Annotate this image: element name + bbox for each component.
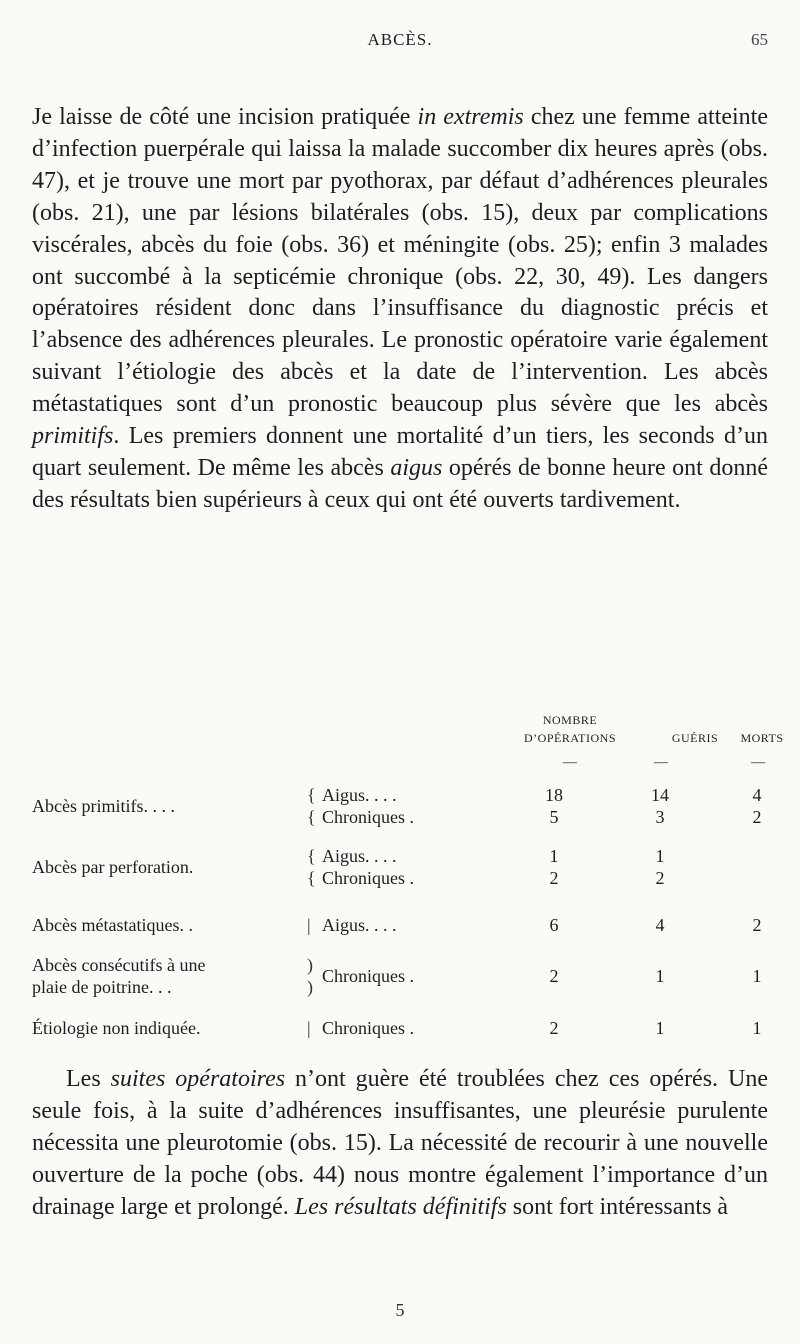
table-row: [0, 965, 800, 987]
group-label: Abcès par perforation.: [32, 857, 194, 877]
paragraph-1-italic-a: in extremis: [417, 104, 524, 130]
table-row: [0, 867, 800, 889]
table-header: [0, 705, 800, 775]
row-healed: 1: [655, 1018, 665, 1038]
brace: |: [307, 1018, 311, 1038]
row-dead: 2: [752, 807, 762, 827]
table-row: [0, 845, 800, 867]
group-label: Abcès métastatiques. .: [32, 915, 193, 935]
paragraph-2-italic-b: Les résultats définitifs: [294, 1193, 507, 1220]
page-header: [0, 26, 800, 56]
brace: ): [307, 977, 313, 997]
paragraph-1-italic-c: aigus: [390, 454, 443, 481]
table-row: [0, 914, 800, 936]
row-operations: 2: [549, 966, 559, 986]
paragraph-1: [32, 102, 768, 517]
row-kind: Aigus. . . .: [322, 785, 397, 805]
table-row: [0, 806, 800, 828]
column-dash: —: [654, 755, 669, 770]
row-kind: Chroniques .: [322, 966, 414, 986]
row-dead: 1: [752, 966, 762, 986]
row-operations: 2: [549, 868, 559, 888]
paragraph-2-text-a: Les: [66, 1066, 111, 1092]
row-healed: 1: [655, 846, 665, 866]
brace: |: [307, 915, 311, 935]
row-healed: 14: [651, 785, 669, 805]
paragraph-2-italic-a: suites opératoires: [110, 1066, 286, 1092]
row-kind: Chroniques .: [322, 807, 414, 827]
row-operations: 6: [549, 915, 559, 935]
row-operations: 1: [549, 846, 559, 866]
running-title: ABCÈS.: [367, 30, 433, 49]
column-header-operations-line1: NOMBRE: [542, 713, 598, 727]
paragraph-1-text-a: Je laisse de côté une incision pratiquée: [32, 104, 418, 130]
paragraph-1-text-d: opérés de bonne heure ont donné des résultats bien supérieurs à ceux qui ont été ouverts tardivement.: [32, 454, 768, 513]
row-kind: Chroniques .: [322, 1018, 414, 1038]
table-row: [0, 1017, 800, 1039]
paragraph-1-text-c: . Les premiers donnent une mortalité d’un tiers, les seconds d’un quart seulement. De même les abcès: [32, 423, 768, 481]
paragraph-2: [32, 1064, 768, 1224]
brace: {: [307, 785, 316, 805]
group-label-line1: Abcès consécutifs à une: [32, 955, 206, 975]
row-healed: 1: [655, 966, 665, 986]
row-kind: Aigus. . . .: [322, 846, 397, 866]
row-dead: 4: [752, 785, 762, 805]
row-operations: 5: [549, 807, 559, 827]
row-healed: 3: [655, 807, 665, 827]
column-dash: —: [751, 755, 766, 770]
column-header-dead: MORTS: [740, 731, 784, 745]
column-header-operations-line2: D’OPÉRATIONS: [523, 731, 616, 745]
column-header-healed: GUÉRIS: [671, 731, 719, 745]
row-dead: 2: [752, 915, 762, 935]
paragraph-2-text-b: n’ont guère été troublées chez ces opérés. Une seule fois, à la suite d’adhérences insuffisantes, une pleurésie purulente nécessita une pleurotomie (obs. 15). La nécessité de recourir à une nouvelle ouverture de la poche (obs. 44) nous montre également l’importance d’un drainage large et prolongé.: [32, 1066, 769, 1220]
brace: {: [307, 807, 316, 827]
row-healed: 2: [655, 868, 665, 888]
paragraph-1-text-b: chez une femme atteinte d’infection puerpérale qui laissa la malade succomber dix heures après (obs. 47), et je trouve une mort par pyothorax, par défaut d’adhérences pleurales (obs. 21), une par lésions bilatérales (obs. 15), deux par complications viscérales, abcès du foie (obs. 36) et méningite (obs. 25); enfin 3 malades ont succombé à la septicémie chronique (obs. 22, 30, 49). Les dangers opératoires résident donc dans l’insuffisance du diagnostic précis et l’absence des adhérences pleurales. Le pronostic opératoire varie également suivant l’étiologie des abcès et la date de l’intervention. Les abcès métastatiques sont d’un pronostic beaucoup plus sévère que les abcès: [32, 104, 768, 418]
column-header-operations: [490, 711, 650, 747]
row-kind: Chroniques .: [322, 868, 414, 888]
page-number: 65: [751, 30, 768, 49]
row-dead: 1: [752, 1018, 762, 1038]
row-kind: Aigus. . . .: [322, 915, 397, 935]
brace: {: [307, 846, 316, 866]
group-label: Abcès primitifs. . . .: [32, 796, 175, 816]
brace: {: [307, 868, 316, 888]
table-row: [0, 784, 800, 806]
row-healed: 4: [655, 915, 665, 935]
brace: ): [307, 955, 313, 975]
group-label-line2: plaie de poitrine. . .: [32, 977, 172, 997]
row-operations: 2: [549, 1018, 559, 1038]
row-operations: 18: [545, 785, 563, 805]
group-label: Étiologie non indiquée.: [32, 1018, 201, 1038]
paragraph-2-text-c: sont fort intéressants à: [506, 1193, 729, 1220]
signature-mark: 5: [395, 1300, 405, 1320]
column-dash: —: [563, 755, 578, 770]
paragraph-1-italic-b: primitifs: [32, 423, 114, 450]
